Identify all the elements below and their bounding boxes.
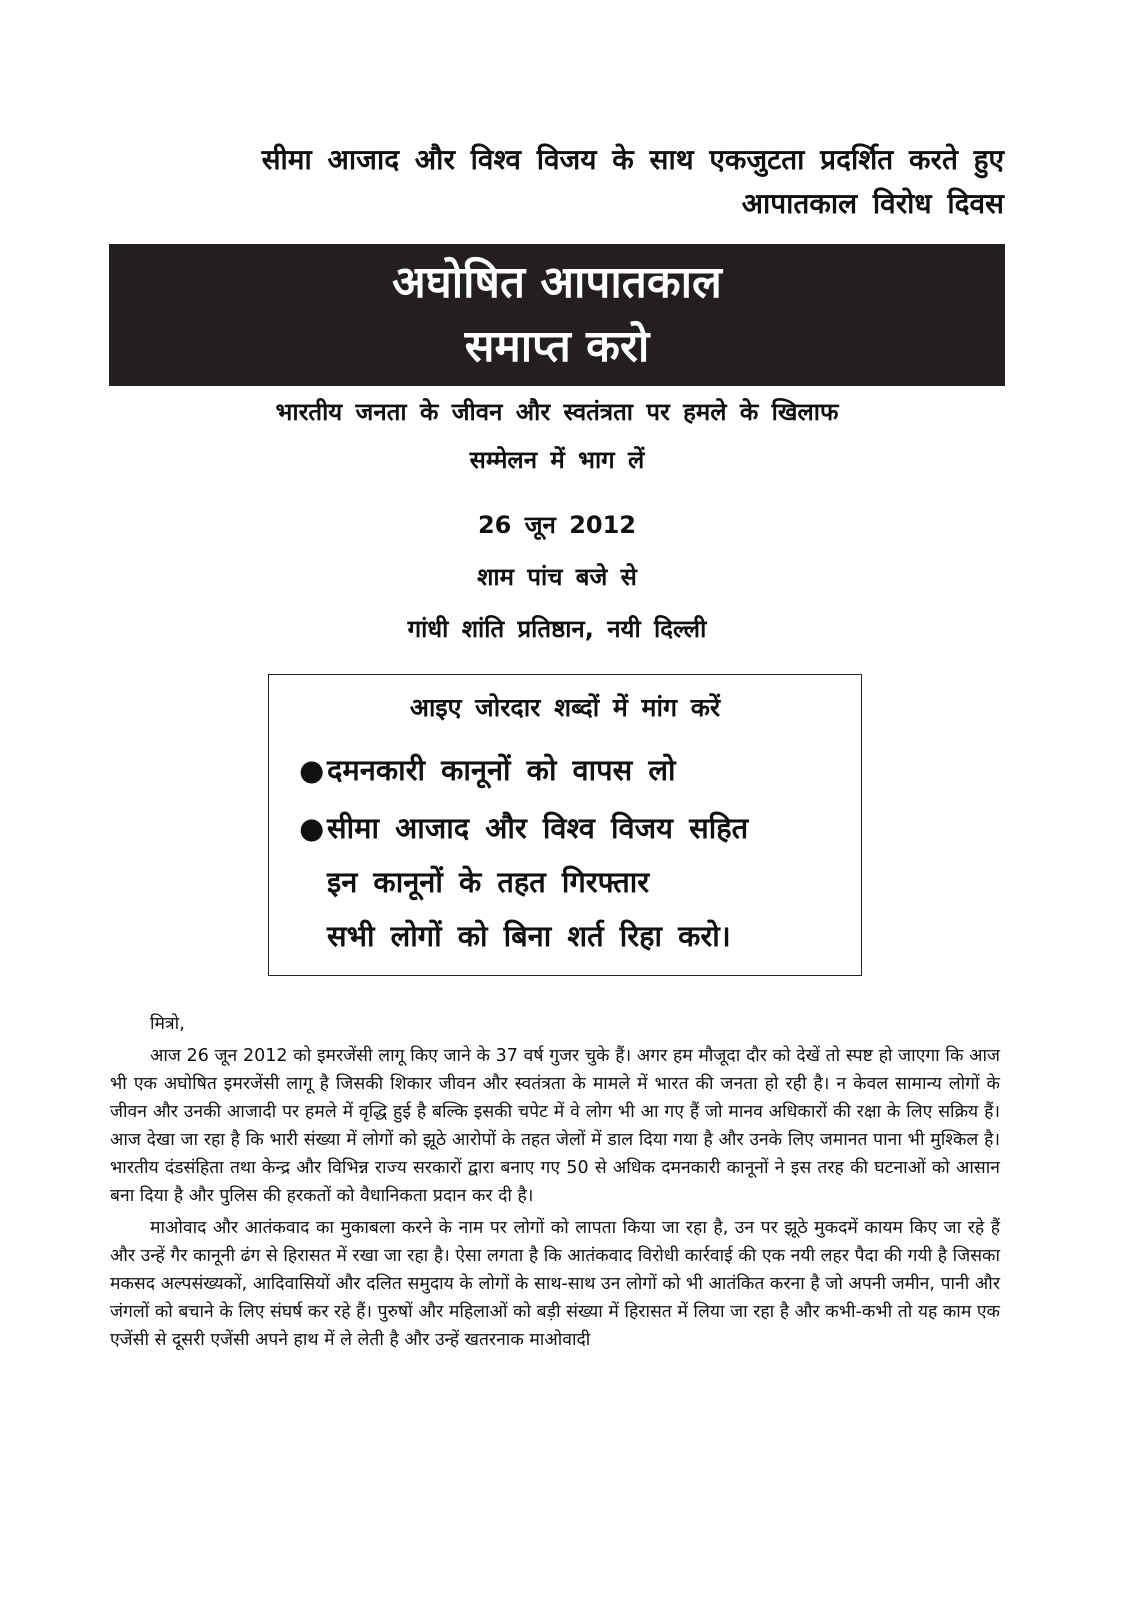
demand-item-2-line3: सभी लोगों को बिना शर्त रिहा करो।	[327, 919, 731, 953]
bullet-icon: ●	[299, 811, 325, 845]
event-time: शाम पांच बजे से	[477, 563, 637, 591]
letter-paragraph-2: माओवाद और आतंकवाद का मुकाबला करने के नाम पर लोगों को लापता किया जा रहा है, उन पर झूठे मुकदमें कायम किए जा रहे हैं और उन्हें गैर कानूनी ढंग से हिरासत में रखा जा रहा है। ऐसा लगता है कि आतंकवाद विरोधी कार्रवाई की एक नयी लहर पैदा की गयी है जिसका मकसद अल्पसंख्यकों, आदिवासियों और दलित समुदाय के लोगों के साथ-साथ उन लोगों को भी आतंकित करना है जो अपनी जमीन, पानी और जंगलों को बचाने के लिए संघर्ष कर रहे हैं। पुरुषों और महिलाओं को बड़ी संख्या में हिरासत में लिया जा रहा है और कभी-कभी तो यह काम एक एजेंसी से दूसरी एजेंसी अपने हाथ में ले लेती है और उन्हें खतरनाक माओवादी	[110, 1218, 1000, 1350]
event-date: 26 जून 2012	[477, 511, 637, 539]
solidarity-heading-line2: आपातकाल विरोध दिवस	[741, 187, 1004, 220]
banner-line1: अघोषित आपातकाल	[392, 257, 722, 308]
demands-title: आइए जोरदार शब्दों में मांग करें	[409, 693, 721, 722]
banner-line2: समाप्त करो	[464, 321, 650, 372]
title-banner	[109, 244, 1005, 386]
solidarity-heading-line1: सीमा आजाद और विश्व विजय के साथ एकजुटता प्रदर्शित करते हुए	[261, 143, 1004, 176]
demand-item-2-text: सीमा आजाद और विश्व विजय सहित	[327, 811, 749, 845]
event-venue: गांधी शांति प्रतिष्ठान, नयी दिल्ली	[407, 615, 707, 643]
demand-item-1	[299, 750, 676, 790]
solidarity-heading	[104, 138, 1004, 226]
event-subtitle-line2: सम्मेलन में भाग लें	[469, 446, 645, 474]
letter-body	[110, 1010, 1000, 1358]
letter-paragraph-1: आज 26 जून 2012 को इमरजेंसी लागू किए जाने के 37 वर्ष गुजर चुके हैं। अगर हम मौजूदा दौर को देखें तो स्पष्ट हो जाएगा कि आज भी एक अघोषित इमरजेंसी लागू है जिसकी शिकार जीवन और स्वतंत्रता के मामले में भारत की जनता हो रही है। न केवल सामान्य लोगों के जीवन और उनकी आजादी पर हमले में वृद्धि हुई है बल्कि इसकी चपेट में वे लोग भी आ गए हैं जो मानव अधिकारों की रक्षा के लिए सक्रिय हैं। आज देखा जा रहा है कि भारी संख्या में लोगों को झूठे आरोपों के तहत जेलों में डाल दिया गया है और उनके लिए जमानत पाना भी मुश्किल है। भारतीय दंडसंहिता तथा केन्द्र और विभिन्न राज्य सरकारों द्वारा बनाए गए 50 से अधिक दमनकारी कानूनों ने इस तरह की घटनाओं को आसान बना दिया है और पुलिस की हरकतों को वैधानिकता प्रदान कर दी है।	[110, 1046, 1000, 1206]
demand-item-1-text: दमनकारी कानूनों को वापस लो	[327, 753, 676, 787]
demands-box	[268, 674, 862, 976]
demand-item-2-line2: इन कानूनों के तहत गिरफ्तार	[327, 865, 650, 899]
letter-salutation: मित्रो,	[150, 1014, 185, 1034]
bullet-icon: ●	[299, 753, 325, 787]
demand-item-2	[299, 808, 748, 848]
event-subtitle-line1: भारतीय जनता के जीवन और स्वतंत्रता पर हमले के खिलाफ	[275, 398, 839, 426]
